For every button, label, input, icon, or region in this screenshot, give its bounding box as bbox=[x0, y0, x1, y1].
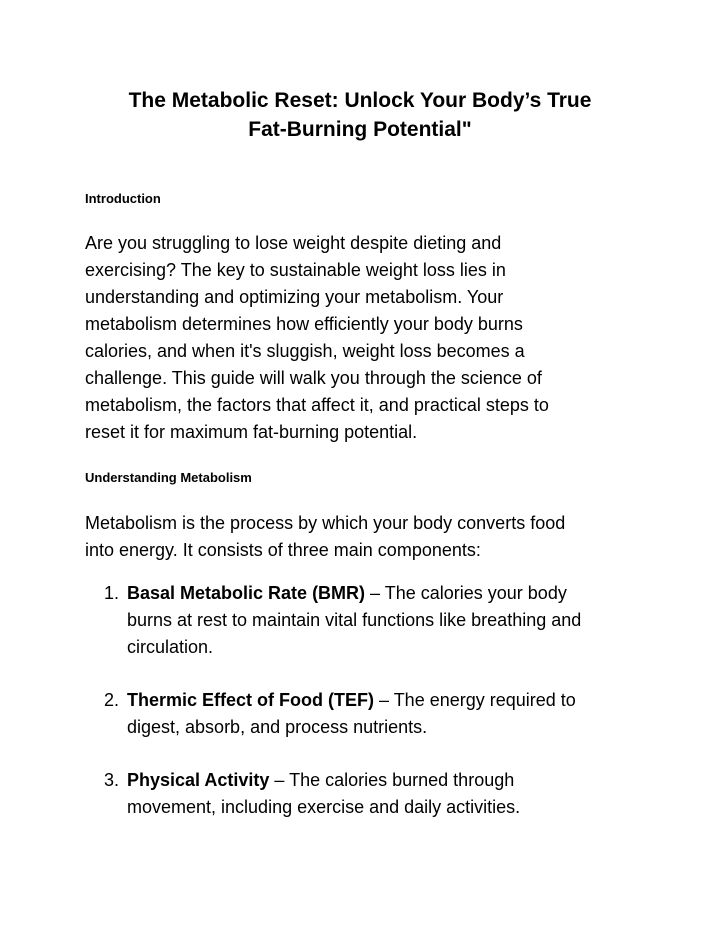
list-item-first-line bbox=[127, 687, 635, 714]
paragraph-line: reset it for maximum fat-burning potential. bbox=[85, 422, 418, 442]
paragraph-line: into energy. It consists of three main components: bbox=[85, 540, 481, 560]
document-title bbox=[85, 0, 635, 144]
section-heading-introduction: Introduction bbox=[85, 191, 161, 206]
list-item-description: – The calories your body bbox=[365, 583, 567, 603]
list-item-line: burns at rest to maintain vital functions like breathing and bbox=[127, 610, 582, 630]
list-item-first-line bbox=[127, 580, 635, 607]
list-item-term: Physical Activity bbox=[127, 770, 270, 790]
list-item-physical-activity bbox=[85, 767, 635, 821]
list-item-line: circulation. bbox=[127, 637, 214, 657]
paragraph-line: metabolism determines how efficiently your body burns bbox=[85, 314, 523, 334]
list-item-description: – The calories burned through bbox=[269, 770, 515, 790]
list-item-tef bbox=[85, 687, 635, 741]
list-item-term: Thermic Effect of Food (TEF) bbox=[127, 690, 374, 710]
title-line-1: The Metabolic Reset: Unlock Your Body’s True bbox=[128, 89, 592, 112]
introduction-paragraph bbox=[85, 230, 635, 446]
list-item-first-line bbox=[127, 767, 635, 794]
list-number: 1. bbox=[104, 583, 120, 603]
title-line-2: Fat-Burning Potential" bbox=[248, 118, 472, 141]
list-item-bmr bbox=[85, 580, 635, 661]
list-number: 2. bbox=[104, 690, 120, 710]
list-item-line: digest, absorb, and process nutrients. bbox=[127, 717, 428, 737]
paragraph-line: calories, and when it's sluggish, weight loss becomes a bbox=[85, 341, 525, 361]
list-item-line: movement, including exercise and daily activities. bbox=[127, 797, 521, 817]
paragraph-line: Are you struggling to lose weight despite dieting and bbox=[85, 233, 502, 253]
list-item-term: Basal Metabolic Rate (BMR) bbox=[127, 583, 366, 603]
list-item-description: – The energy required to bbox=[374, 690, 576, 710]
list-number: 3. bbox=[104, 770, 120, 790]
paragraph-line: challenge. This guide will walk you through the science of bbox=[85, 368, 542, 388]
metabolism-paragraph bbox=[85, 510, 635, 564]
paragraph-line: Metabolism is the process by which your body converts food bbox=[85, 513, 566, 533]
paragraph-line: exercising? The key to sustainable weight loss lies in bbox=[85, 260, 506, 280]
paragraph-line: understanding and optimizing your metabolism. Your bbox=[85, 287, 504, 307]
paragraph-line: metabolism, the factors that affect it, and practical steps to bbox=[85, 395, 549, 415]
section-heading-understanding-metabolism: Understanding Metabolism bbox=[85, 470, 252, 485]
metabolism-components-list bbox=[85, 580, 635, 821]
